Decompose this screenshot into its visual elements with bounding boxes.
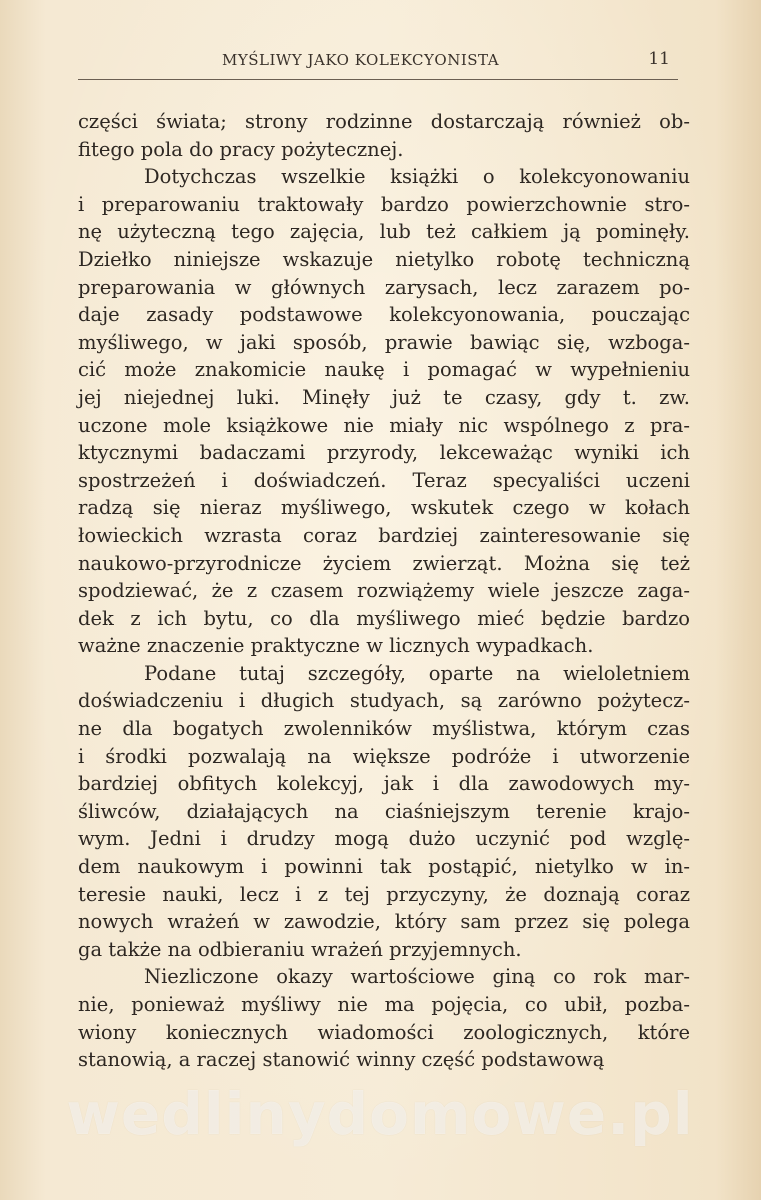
text-line: dem naukowym i powinni tak postąpić, nietylko w in-	[78, 855, 690, 879]
paragraph	[78, 108, 690, 163]
text-line: bardziej obfitych kolekcyj, jak i dla zawodowych my-	[78, 772, 690, 796]
text-line: nie, ponieważ myśliwy nie ma pojęcia, co ubił, pozba-	[78, 993, 690, 1016]
text-line: Dziełko niniejsze wskazuje nietylko robotę techniczną	[78, 247, 690, 271]
header-divider	[78, 79, 678, 80]
body-text	[78, 108, 690, 1074]
text-line: wym. Jedni i drudzy mogą dużo uczynić pod wzglę-	[78, 827, 690, 851]
text-line: myśliwego, w jaki sposób, prawie bawiąc się, wzboga-	[78, 330, 690, 354]
text-line: naukowo-przyrodnicze życiem zwierząt. Można się też	[78, 551, 690, 575]
text-line: ważne znaczenie praktyczne w licznych wypadkach.	[78, 634, 594, 658]
running-title: MYŚLIWY JAKO KOLEKCYONISTA	[222, 51, 500, 69]
text-line: nowych wrażeń w zawodzie, który sam przez się polega	[78, 910, 690, 934]
text-line: fitego pola do pracy pożytecznej.	[78, 137, 404, 161]
text-line: i preparowaniu traktowały bardzo powierzchownie stro-	[78, 192, 690, 216]
text-line: wiony koniecznych wiadomości zoologicznych, które	[78, 1020, 690, 1044]
text-line: Dotychczas wszelkie książki o kolekcyonowaniu	[144, 165, 690, 189]
paragraph	[78, 963, 690, 1073]
text-line: nę użyteczną tego zajęcia, lub też całkiem ją pominęły.	[78, 220, 690, 244]
text-line: radzą się nieraz myśliwego, wskutek czego w kołach	[78, 496, 690, 520]
text-line: uczone mole książkowe nie miały nic wspólnego z pra-	[78, 413, 690, 437]
text-line: ga także na odbieraniu wrażeń przyjemnych.	[78, 937, 522, 961]
text-line: spodziewać, że z czasem rozwiążemy wiele jeszcze zaga-	[78, 579, 690, 603]
text-line: ktycznymi badaczami przyrody, lekceważąc wyniki ich	[78, 441, 690, 465]
paragraph	[78, 163, 690, 660]
text-line: łowieckich wzrasta coraz bardziej zainteresowanie się	[78, 523, 690, 547]
text-line: cić może znakomicie naukę i pomagać w wypełnieniu	[78, 358, 690, 382]
text-line: spostrzeżeń i doświadczeń. Teraz specyaliści uczeni	[78, 468, 690, 492]
text-line: Niezliczone okazy wartościowe giną co rok mar-	[144, 965, 690, 989]
text-line: śliwców, działających na ciaśniejszym terenie krajo-	[78, 799, 690, 823]
text-line: ne dla bogatych zwolenników myślistwa, którym czas	[78, 717, 690, 741]
running-header	[78, 49, 688, 75]
text-line: preparowania w głównych zarysach, lecz zarazem po-	[78, 275, 690, 299]
page-number: 11	[648, 49, 670, 69]
text-line: jej niejednej luki. Minęły już te czasy, gdy t. zw.	[78, 385, 690, 409]
text-line: Podane tutaj szczegóły, oparte na wieloletniem	[144, 661, 690, 685]
text-line: daje zasady podstawowe kolekcyonowania, pouczając	[78, 303, 690, 327]
watermark: wedlinydomowe.pl	[66, 1080, 694, 1148]
text-line: części świata; strony rodzinne dostarczają również ob-	[78, 110, 690, 133]
paragraph	[78, 660, 690, 964]
text-line: dek z ich bytu, co dla myśliwego mieć będzie bardzo	[78, 606, 690, 630]
text-line: doświadczeniu i długich studyach, są zarówno pożytecz-	[78, 689, 690, 713]
text-line: teresie nauki, lecz i z tej przyczyny, że doznają coraz	[78, 882, 690, 906]
text-line: stanowią, a raczej stanowić winny część podstawową	[78, 1048, 605, 1072]
text-line: i środki pozwalają na większe podróże i utworzenie	[78, 744, 690, 768]
